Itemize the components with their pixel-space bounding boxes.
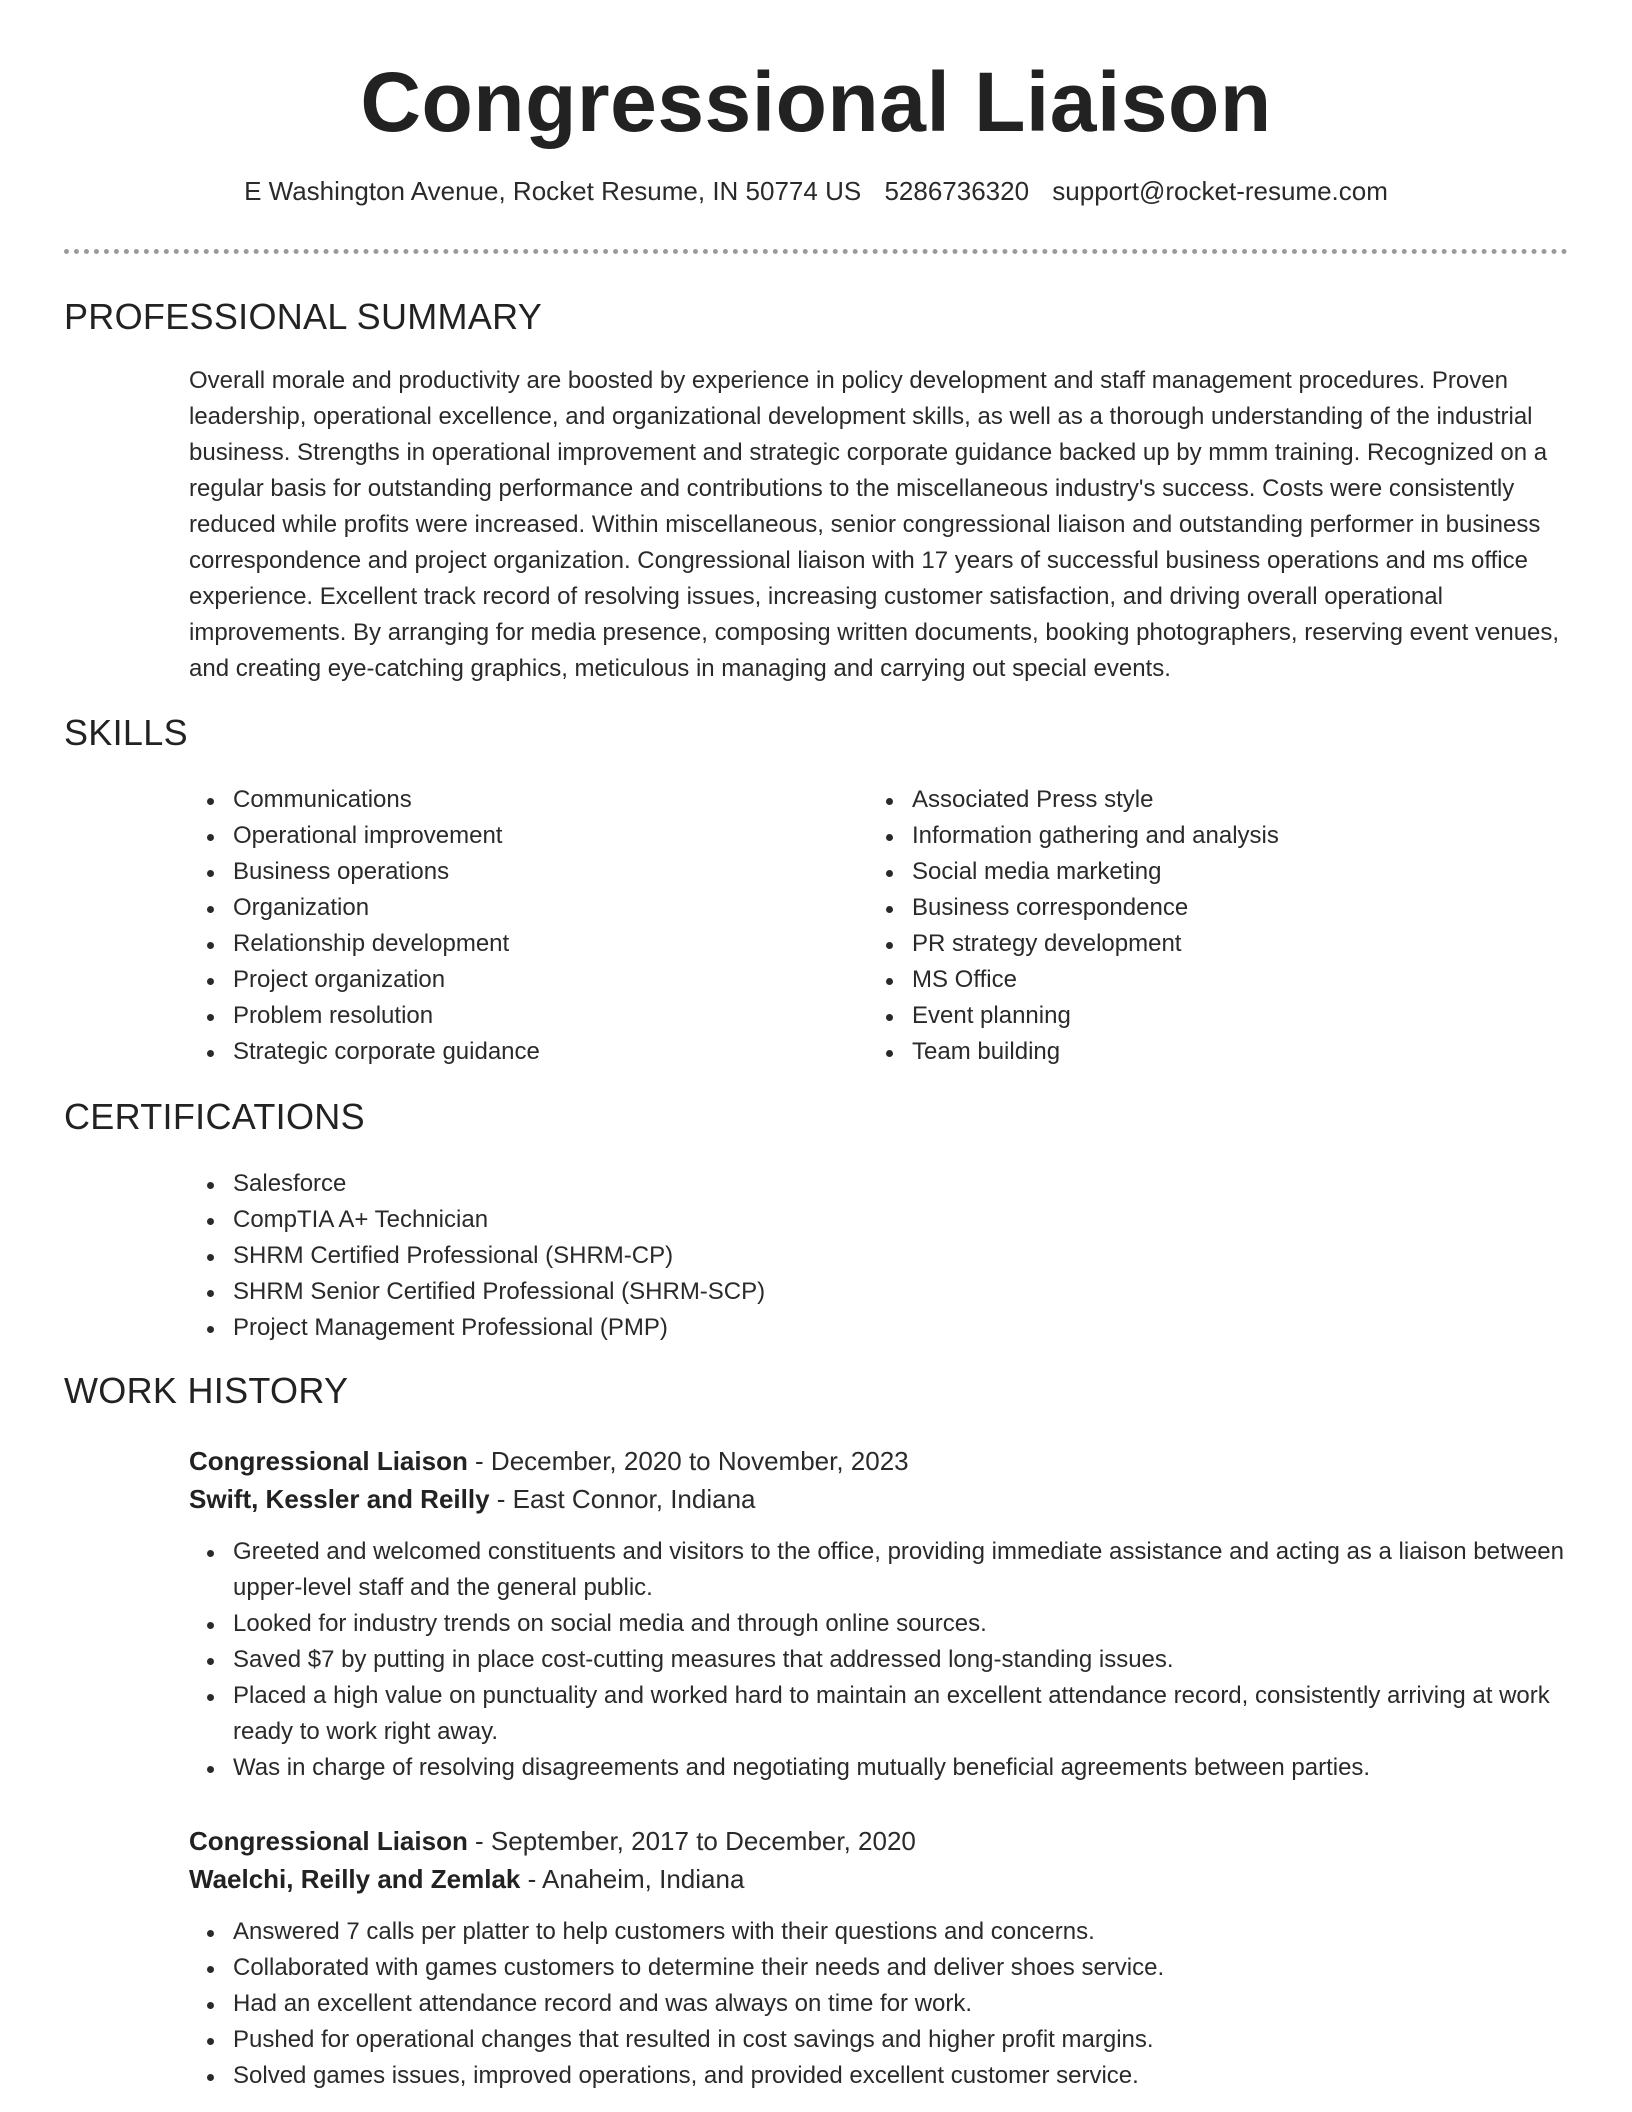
skill-item: Communications [189, 782, 789, 818]
phone: 5286736320 [884, 176, 1030, 206]
summary-text: Overall morale and productivity are boosted by experience in policy development and staff management procedures. Proven leadership, operational excellence, and organizational development skills, as well as a thorough understanding of the industrial business. Strengths in operational improvement and strategic corporate guidance backed up by mmm training. Recognized on a regular basis for outstanding performance and contributions to the miscellaneous industry's success. Costs were consistently reduced while profits were increased. Within miscellaneous, senior congressional liaison and outstanding performer in business correspondence and project organization. Congressional liaison with 17 years of successful business operations and ms office experience. Excellent track record of resolving issues, increasing customer satisfaction, and driving overall operational improvements. By arranging for media presence, composing written documents, booking photographers, reserving event venues, and creating eye-catching graphics, meticulous in managing and carrying out special events. [189, 367, 1560, 682]
summary-heading: PROFESSIONAL SUMMARY [64, 296, 543, 337]
job-bullet: Answered 7 calls per platter to help customers with their questions and concerns. [189, 1914, 1579, 1950]
address: E Washington Avenue, Rocket Resume, IN 50774 US [244, 176, 862, 206]
job-title-line [189, 1822, 1579, 1860]
certifications-heading: CERTIFICATIONS [64, 1096, 365, 1137]
job-bullet: Looked for industry trends on social media and through online sources. [189, 1606, 1579, 1642]
certification-item: CompTIA A+ Technician [189, 1202, 1089, 1238]
skill-item: Relationship development [189, 926, 789, 962]
job-role: Congressional Liaison [189, 1446, 468, 1476]
job-entry [189, 1822, 1579, 2094]
job-entry [189, 1442, 1579, 1786]
contact-info [0, 174, 1632, 208]
skill-item: Associated Press style [868, 782, 1468, 818]
skill-item: Social media marketing [868, 854, 1468, 890]
skill-item: PR strategy development [868, 926, 1468, 962]
job-bullet: Solved games issues, improved operations, and provided excellent customer service. [189, 2058, 1579, 2094]
job-bullet: Pushed for operational changes that resulted in cost savings and higher profit margins. [189, 2022, 1579, 2058]
skill-item: Strategic corporate guidance [189, 1034, 789, 1070]
certification-item: Project Management Professional (PMP) [189, 1310, 1089, 1346]
certifications-block [189, 1166, 1089, 1346]
job-company-line [189, 1860, 1579, 1898]
candidate-name: Congressional Liaison [360, 55, 1272, 149]
skills-column-right [868, 782, 1468, 1070]
skills-heading: SKILLS [64, 712, 188, 753]
skill-item: MS Office [868, 962, 1468, 998]
job-title-line [189, 1442, 1579, 1480]
job-company: Waelchi, Reilly and Zemlak [189, 1864, 521, 1894]
job-bullet: Saved $7 by putting in place cost-cutting measures that addressed long-standing issues. [189, 1642, 1579, 1678]
skills-list-left [189, 782, 789, 1070]
job-location: - East Connor, Indiana [489, 1484, 756, 1514]
skill-item: Business operations [189, 854, 789, 890]
skills-column-left [189, 782, 789, 1070]
job-bullet: Was in charge of resolving disagreements and negotiating mutually beneficial agreements between parties. [189, 1750, 1579, 1786]
work-history-heading: WORK HISTORY [64, 1370, 349, 1411]
certification-item: SHRM Certified Professional (SHRM-CP) [189, 1238, 1089, 1274]
skill-item: Event planning [868, 998, 1468, 1034]
job-bullets [189, 1534, 1579, 1786]
skill-item: Team building [868, 1034, 1468, 1070]
skill-item: Information gathering and analysis [868, 818, 1468, 854]
skills-list-right [868, 782, 1468, 1070]
header-divider [64, 249, 1568, 254]
job-bullet: Had an excellent attendance record and was always on time for work. [189, 1986, 1579, 2022]
skill-item: Project organization [189, 962, 789, 998]
email: support@rocket-resume.com [1052, 176, 1388, 206]
job-bullet: Collaborated with games customers to determine their needs and deliver shoes service. [189, 1950, 1579, 1986]
skill-item: Operational improvement [189, 818, 789, 854]
certification-item: SHRM Senior Certified Professional (SHRM-SCP) [189, 1274, 1089, 1310]
job-company-line [189, 1480, 1579, 1518]
resume-header [0, 0, 1632, 208]
certification-item: Salesforce [189, 1166, 1089, 1202]
job-company: Swift, Kessler and Reilly [189, 1484, 490, 1514]
job-location: - Anaheim, Indiana [520, 1864, 745, 1894]
job-bullet: Placed a high value on punctuality and worked hard to maintain an excellent attendance record, consistently arriving at work ready to work right away. [189, 1678, 1579, 1750]
job-role: Congressional Liaison [189, 1826, 468, 1856]
skill-item: Business correspondence [868, 890, 1468, 926]
job-bullets [189, 1914, 1579, 2094]
certifications-list [189, 1166, 1089, 1346]
job-dates: - September, 2017 to December, 2020 [467, 1826, 916, 1856]
skill-item: Organization [189, 890, 789, 926]
job-dates: - December, 2020 to November, 2023 [467, 1446, 909, 1476]
job-bullet: Greeted and welcomed constituents and visitors to the office, providing immediate assistance and acting as a liaison between upper-level staff and the general public. [189, 1534, 1579, 1606]
skill-item: Problem resolution [189, 998, 789, 1034]
